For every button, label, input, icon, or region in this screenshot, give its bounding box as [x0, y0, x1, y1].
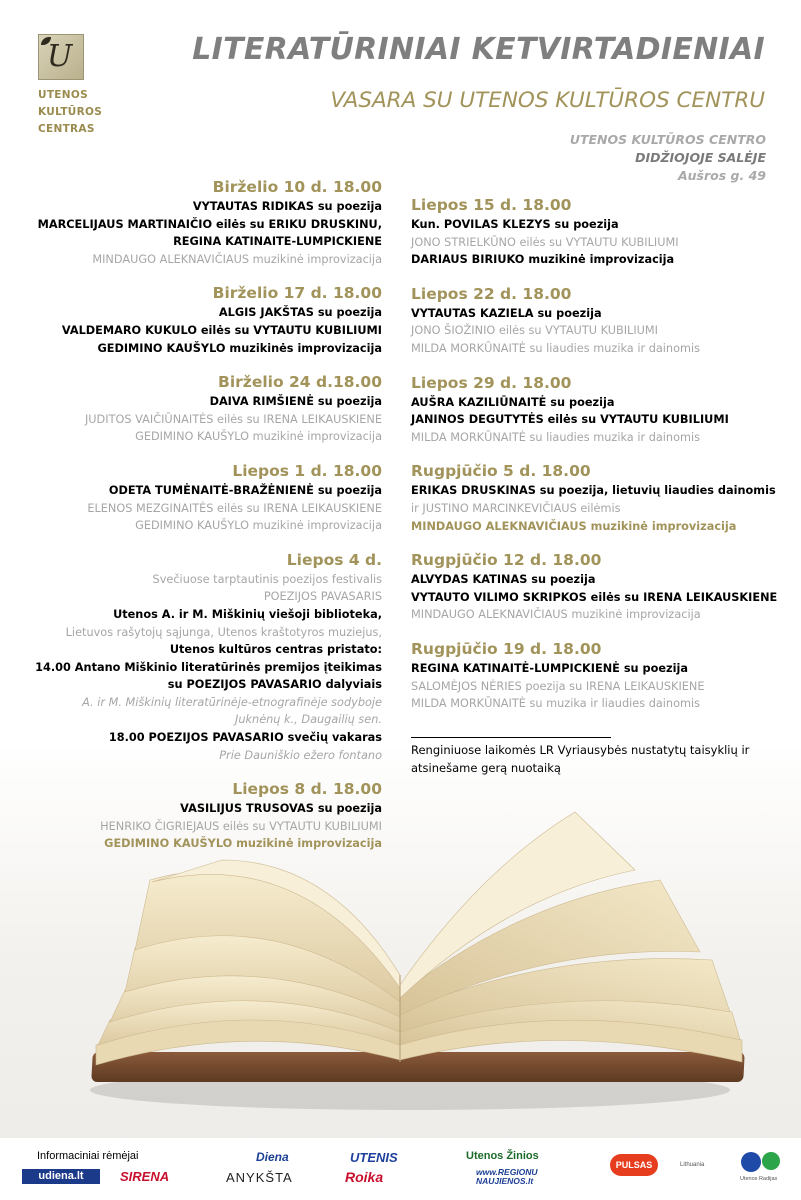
- sponsor-anyksta: ANYKŠTA: [226, 1170, 293, 1185]
- event-aug-5: Rugpjūčio 5 d. 18.00 ERIKAS DRUSKINAS su poezija, lietuvių liaudies dainomis ir JUSTINO MARCINKEVIČIAUS eilėmis MINDAUGO ALEKNAVIČIAUS muzikinė improvizacija: [411, 460, 791, 535]
- event-date: Birželio 10 d. 18.00: [212, 178, 382, 196]
- event-july-22: Liepos 22 d. 18.00 VYTAUTAS KAZIELA su poezija JONO ŠIOŽINIO eilės su VYTAUTU KUBILIUMI MILDA MORKŪNAITĖ su liaudies muzika ir dainomis: [411, 283, 791, 358]
- sponsor-sirena: SIRENA: [120, 1169, 170, 1184]
- sponsor-diena: Diena: [256, 1150, 289, 1164]
- sponsor-pulsas: PULSAS: [610, 1154, 658, 1176]
- event-date: Liepos 15 d. 18.00: [411, 196, 572, 214]
- event-date: Birželio 17 d. 18.00: [212, 284, 382, 303]
- event-june-10: Birželio 10 d. 18.00 VYTAUTAS RIDIKAS su poezija MARCELIJAUS MARTINAIČIO eilės su ERIKU DRUSKINU, REGINA KATINAITE-LUMPICKIENE MINDAUGO ALEKNAVIČIAUS muzikinė improvizacija: [2, 176, 382, 268]
- sponsors-footer: [0, 1138, 801, 1200]
- logo-letter: U: [47, 39, 73, 74]
- sponsor-udiena: udiena.lt: [22, 1169, 100, 1184]
- event-date: Liepos 29 d. 18.00: [411, 373, 572, 392]
- venue-line-1: UTENOS KULTŪROS CENTRO: [569, 132, 766, 147]
- poster-title: LITERATŪRINIAI KETVIRTADIENIAI: [192, 32, 765, 67]
- poster-subtitle: VASARA SU UTENOS KULTŪROS CENTRU: [330, 88, 765, 113]
- book-right-pages: [400, 812, 742, 1062]
- book-left-pages: [96, 860, 400, 1065]
- event-july-15: Liepos 15 d. 18.00 Kun. POVILAS KLEZYS su poezija JONO STRIELKŪNO eilės su VYTAUTU KUBILIUMI DARIAUS BIRIUKO muzikinė improvizacija: [411, 194, 791, 269]
- event-date: Liepos 4 d.: [286, 550, 382, 569]
- event-date: Liepos 22 d. 18.00: [411, 284, 572, 303]
- sponsor-utenos-zinios: Utenos Žinios: [466, 1150, 539, 1162]
- event-july-4: Liepos 4 d. Svečiuose tarptautinis poezijos festivalis POEZIJOS PAVASARIS Utenos A. ir M. Miškinių viešoji biblioteka, Lietuvos rašytojų sąjunga, Utenos kraštotyros muziejus, Utenos kultūros centras pristato: 14.00 Antano Miškinio literatūrinės premijos įteikimas su POEZIJOS PAVASARIO dalyviais A. ir M. Miškinių literatūrinėje-etnografinėje sodyboje Juknėnų k., Daugailių sen. 18.00 POEZIJOS PAVASARIO svečių vakaras Prie Dauniškio ežero fontano: [2, 549, 382, 765]
- event-july-1: Liepos 1 d. 18.00 ODETA TUMĖNAITĖ-BRAŽĖNIENĖ su poezija ELENOS MEZGINAITĖS eilės su IRENA LEIKAUSKIENE GEDIMINO KAUŠYLO muzikinė improvizacija: [2, 460, 382, 535]
- event-june-17: Birželio 17 d. 18.00 ALGIS JAKŠTAS su poezija VALDEMARO KUKULO eilės su VYTAUTU KUBILIUMI GEDIMINO KAUŠYLO muzikinės improvizacija: [2, 282, 382, 357]
- sponsors-label: Informaciniai rėmėjai: [37, 1150, 139, 1162]
- venue-line-2: DIDŽIOJOJE SALĖJE: [635, 150, 766, 165]
- sponsor-utenis: UTENIS: [350, 1150, 398, 1165]
- event-date: Rugpjūčio 5 d. 18.00: [411, 462, 591, 481]
- venue-line-3: Aušros g. 49: [677, 168, 766, 183]
- radio-icon-secondary: [762, 1152, 780, 1170]
- event-june-24: Birželio 24 d.18.00 DAIVA RIMŠIENĖ su poezija JUDITOS VAIČIŪNAITĖS eilės su IRENA LEIKAUSKIENE GEDIMINO KAUŠYLO muzikinė improvizacija: [2, 371, 382, 446]
- logo-text: UTENOS KULTŪROS CENTRAS: [38, 89, 103, 135]
- event-july-29: Liepos 29 d. 18.00 AUŠRA KAZILIŪNAITĖ su poezija JANINOS DEGUTYTĖS eilės su VYTAUTU KUBILIUMI MILDA MORKŪNAITĖ su liaudies muzika ir dainomis: [411, 372, 791, 447]
- sponsor-lithuania: Lithuania: [680, 1162, 705, 1168]
- event-date: Liepos 1 d. 18.00: [232, 461, 382, 480]
- event-date: Liepos 8 d. 18.00: [232, 780, 382, 799]
- event-aug-12: Rugpjūčio 12 d. 18.00 ALVYDAS KATINAS su poezija VYTAUTO VILIMO SKRIPKOS eilės su IRENA LEIKAUSKIENE MINDAUGO ALEKNAVIČIAUS muzikinė improvizacija: [411, 549, 791, 624]
- event-date: Birželio 24 d.18.00: [218, 373, 382, 392]
- sponsor-roika: Roika: [345, 1169, 384, 1185]
- event-date: Rugpjūčio 19 d. 18.00: [411, 639, 602, 658]
- sponsor-regionu-naujienos: www.REGIONU NAUJIENOS.lt: [476, 1167, 538, 1186]
- event-aug-19: Rugpjūčio 19 d. 18.00 REGINA KATINAITĖ-LUMPICKIENĖ su poezija SALOMĖJOS NĖRIES poezija su IRENA LEIKAUSKIENE MILDA MORKŪNAITĖ su muzika ir liaudies dainomis: [411, 638, 791, 713]
- event-date: Rugpjūčio 12 d. 18.00: [411, 551, 602, 570]
- event-july-8: Liepos 8 d. 18.00 VASILIJUS TRUSOVAS su poezija HENRIKO ČIGRIEJAUS eilės su VYTAUTU KUBILIUMI GEDIMINO KAUŠYLO muzikinė improvizacija: [2, 778, 382, 853]
- sponsor-utenos-radijas: Utenos Radijas: [740, 1176, 778, 1182]
- radio-icon: [741, 1152, 761, 1172]
- note-text: Renginiuose laikomės LR Vyriausybės nustatytų taisyklių ir atsinešame gerą nuotaiką: [411, 743, 750, 775]
